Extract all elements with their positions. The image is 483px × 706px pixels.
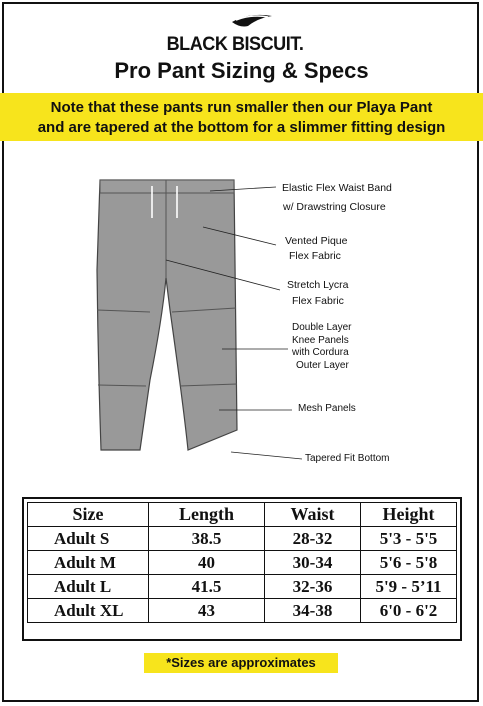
brand-logo xyxy=(0,8,483,55)
cell-height: 5'9 - 5’11 xyxy=(361,575,457,599)
label-knee-line-1: Double Layer xyxy=(292,322,352,333)
label-pique-line-2: Flex Fabric xyxy=(289,250,341,262)
brand-name: BLACK BISCUIT. xyxy=(166,34,304,55)
cell-length: 38.5 xyxy=(149,527,265,551)
table-header-row xyxy=(28,503,457,527)
cell-height: 5'6 - 5'8 xyxy=(361,551,457,575)
cell-waist: 28-32 xyxy=(265,527,361,551)
fit-note-line-1: Note that these pants run smaller then our Playa Pant xyxy=(50,99,433,116)
header-height: Height xyxy=(361,503,457,527)
fit-note-line-2: and are tapered at the bottom for a slimmer fitting design xyxy=(37,119,446,136)
label-waist-band xyxy=(282,181,392,214)
cell-size: Adult XL xyxy=(28,599,149,623)
label-knee-line-3: with Cordura xyxy=(292,347,349,358)
table-row xyxy=(28,599,457,623)
header-waist: Waist xyxy=(265,503,361,527)
label-lycra-line-2: Flex Fabric xyxy=(292,295,344,307)
label-stretch-lycra xyxy=(287,278,348,308)
label-waist-line-1: Elastic Flex Waist Band xyxy=(282,182,392,194)
cell-length: 41.5 xyxy=(149,575,265,599)
label-knee-line-4: Outer Layer xyxy=(296,359,349,371)
cell-size: Adult L xyxy=(28,575,149,599)
table-row xyxy=(28,527,457,551)
page-title: Pro Pant Sizing & Specs xyxy=(114,58,369,83)
label-mesh-panels: Mesh Panels xyxy=(298,403,356,414)
label-knee-line-2: Knee Panels xyxy=(292,334,349,346)
cell-size: Adult M xyxy=(28,551,149,575)
cell-waist: 34-38 xyxy=(265,599,361,623)
cell-length: 43 xyxy=(149,599,265,623)
fit-note xyxy=(0,93,483,141)
label-waist-line-2: w/ Drawstring Closure xyxy=(283,201,386,213)
pant-diagram xyxy=(0,160,483,480)
size-table xyxy=(27,502,457,623)
table-row xyxy=(28,575,457,599)
header-size: Size xyxy=(28,503,149,527)
label-knee-panels xyxy=(292,322,351,372)
cell-waist: 30-34 xyxy=(265,551,361,575)
pant-illustration xyxy=(0,160,483,480)
approximate-sizes-note: *Sizes are approximates xyxy=(144,653,338,673)
cell-length: 40 xyxy=(149,551,265,575)
cell-height: 6'0 - 6'2 xyxy=(361,599,457,623)
label-vented-pique xyxy=(285,234,347,263)
table-row xyxy=(28,551,457,575)
header-length: Length xyxy=(149,503,265,527)
cell-size: Adult S xyxy=(28,527,149,551)
cell-height: 5'3 - 5'5 xyxy=(361,527,457,551)
cell-waist: 32-36 xyxy=(265,575,361,599)
label-tapered-bottom: Tapered Fit Bottom xyxy=(305,453,390,464)
label-pique-line-1: Vented Pique xyxy=(285,235,348,247)
label-lycra-line-1: Stretch Lycra xyxy=(287,279,349,291)
